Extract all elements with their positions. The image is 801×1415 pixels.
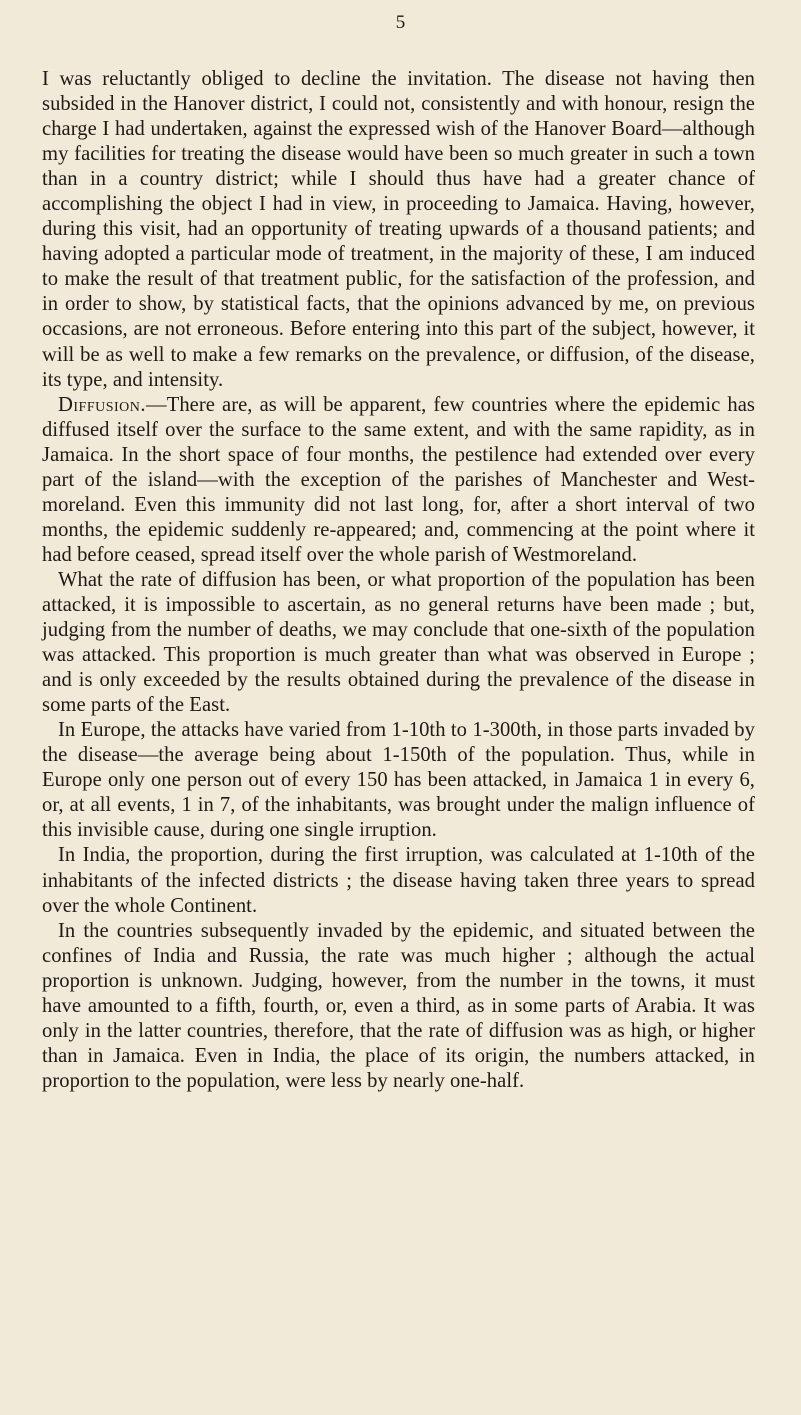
body-text <box>42 67 755 1094</box>
paragraph-1 <box>42 67 755 393</box>
paragraph-3-text: What the rate of diffusion has been, or what proportion of the population has been attacked, it is impossible to ascertain, as no general returns have been made ; but, judging from the number of deaths, we may conclude that one-sixth of the population was attacked. This proportion is much greater than what was observed in Europe ; and is only exceeded by the results obtained during the prevalence of the disease in some parts of the East. <box>42 568 755 717</box>
paragraph-5 <box>42 843 755 918</box>
paragraph-2 <box>42 393 755 568</box>
paragraph-4 <box>42 718 755 843</box>
section-heading-diffusion: Diffusion. <box>58 393 147 416</box>
page-number: 5 <box>395 12 406 33</box>
paragraph-5-text: In India, the proportion, during the first irruption, was calculated at 1-10th of the inhabitants of the infected districts ; the disease having taken three years to spread over the whole Continent. <box>42 844 755 917</box>
paragraph-1-text: I was reluctantly obliged to decline the invitation. The disease not having then subsided in the Hanover district, I could not, consistently and with honour, resign the charge I had undertaken, against the expressed wish of the Hanover Board—although my facilities for treating the disease would have been so much greater in such a town than in a country district; while I should thus have had a greater chance of accomplishing the object I had in view, in proceeding to Jamaica. Having, however, during this visit, had an opportunity of treating upwards of a thousand patients; and having adopted a particular mode of treatment, in the majority of these, I am induced to make the result of that treatment public, for the satisfaction of the profession, and in order to show, by statistical facts, that the opinions advanced by me, on previous occasions, are not erroneous. Before entering into this part of the subject, however, it will be as well to make a few remarks on the prevalence, or diffusion, of the disease, its type, and intensity. <box>42 68 755 391</box>
paragraph-6-text: In the countries subsequently invaded by the epidemic, and situated between the confines of India and Russia, the rate was much higher ; although the actual proportion is unknown. Judging, however, from the number in the towns, it must have amounted to a fifth, fourth, or, even a third, as in some parts of Arabia. It was only in the latter countries, therefore, that the rate of diffusion was as high, or higher than in Jamaica. Even in India, the place of its origin, the numbers attacked, in proportion to the population, were less by nearly one-half. <box>42 919 755 1092</box>
paragraph-4-text: In Europe, the attacks have varied from 1-10th to 1-300th, in those parts invaded by the disease—the average being about 1-150th of the population. Thus, while in Europe only one person out of every 150 has been attacked, in Jamaica 1 in every 6, or, at all events, 1 in 7, of the inhabitants, was brought under the malign influence of this invisible cause, during one single irruption. <box>42 719 755 842</box>
paragraph-2-text: —There are, as will be apparent, few countries where the epidemic has diffused itself over the surface to the same extent, and with the same rapidity, as in Jamaica. In the short space of four months, the pestilence had extended over every part of the island—with the exception of the parishes of Manchester and West-moreland. Even this immunity did not last long, for, after a short interval of two months, the epidemic suddenly re-appeared; and, commencing at the point where it had before ceased, spread itself over the whole parish of Westmoreland. <box>42 393 755 566</box>
paragraph-3 <box>42 568 755 718</box>
paragraph-6 <box>42 919 755 1094</box>
